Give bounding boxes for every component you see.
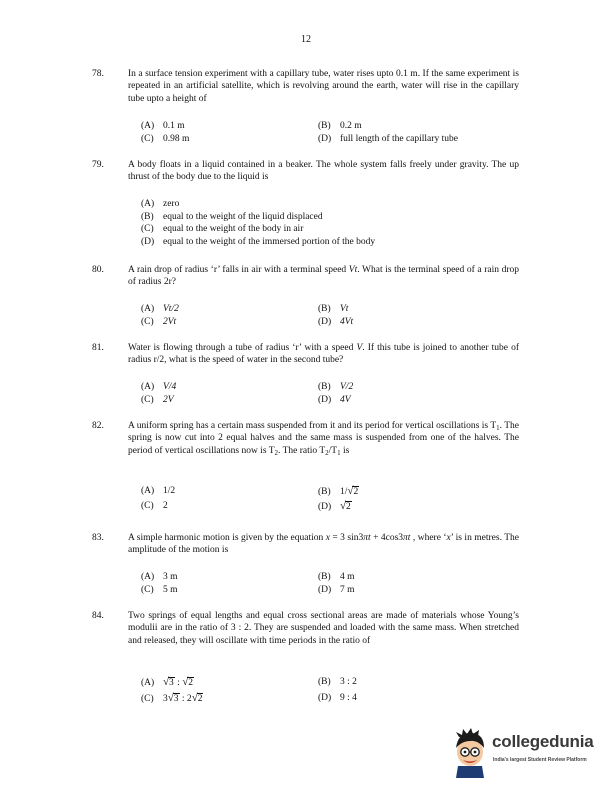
option-a: (A) 3 m <box>141 572 178 582</box>
option-c: (C) 2Vt <box>141 316 177 327</box>
option-d: (D) 4Vt <box>318 316 354 327</box>
option-c: (C) 2V <box>141 394 174 405</box>
question-text: Water is flowing through a tube of radius ‘r’ with a speed V. If this tube is joined to another tube of radius r/2, what is the speed of water in the second tube? <box>128 343 519 366</box>
option-a: (A) V/4 <box>141 382 177 392</box>
option-b: (B) Vt <box>318 304 349 314</box>
logo-wordmark: collegedunia <box>492 732 594 751</box>
option-b: (B) V/2 <box>318 382 354 392</box>
question-number: 78. <box>92 69 104 79</box>
options-84 <box>141 676 521 708</box>
options-81 <box>141 381 521 406</box>
options-83 <box>141 571 521 596</box>
option-d: (D) equal to the weight of the immersed portion of the body <box>141 236 376 247</box>
option-a: (A) zero <box>141 199 180 209</box>
question-text: A rain drop of radius ‘r’ falls in air with a terminal speed Vt. What is the terminal speed of a rain drop of radius 2r? <box>128 265 519 288</box>
option-d: (D) full length of the capillary tube <box>318 133 458 144</box>
question-text: A body floats in a liquid contained in a beaker. The whole system falls freely under gravity. The up thrust of the body due to the liquid is <box>128 160 519 183</box>
question-text: Two springs of equal lengths and equal cross sectional areas are made of materials whose Young’s modulii are in the ratio of 3 : 2. They are suspended and loaded with the same mass. When stretched and released, they will oscillate with time periods in the ratio of <box>128 611 519 646</box>
question-number: 82. <box>92 421 104 431</box>
question-number: 81. <box>92 343 104 353</box>
question-number: 83. <box>92 533 104 543</box>
option-c: (C) 3√3 : 2√2 <box>141 692 203 704</box>
option-b: (B) equal to the weight of the liquid displaced <box>141 211 323 222</box>
question-text: A simple harmonic motion is given by the equation x = 3 sin3πt + 4cos3πt , where ‘x’ is in metres. The amplitude of the motion is <box>128 533 520 556</box>
logo-tagline: India's largest Student Review Platform <box>493 757 587 763</box>
option-d: (D) 7 m <box>318 584 355 595</box>
question-text: A uniform spring has a certain mass suspended from it and its period for vertical oscillations is $T_1$. The spring is now cut into 2 equal halves and the same mass is suspended from one of the halves. The period of vertical oscillations now is $T_2$. The ratio $T_2/T_1$ is <box>128 421 520 457</box>
question-text: In a surface tension experiment with a capillary tube, water rises upto 0.1 m. If the same experiment is repeated in an artificial satellite, which is revolving around the earth, water will rise in the capillary tube upto a height of <box>128 69 519 104</box>
option-b: (B) 0.2 m <box>318 121 362 131</box>
option-b: (B) 1/√2 <box>318 485 359 497</box>
option-b: (B) 4 m <box>318 572 355 582</box>
option-d: (D) √2 <box>318 499 351 512</box>
option-c: (C) 0.98 m <box>141 133 190 144</box>
option-a: (A) Vt/2 <box>141 304 179 314</box>
page-number: 12 <box>301 34 311 45</box>
option-b: (B) 3 : 2 <box>318 677 357 687</box>
options-78 <box>141 120 521 145</box>
option-c: (C) 5 m <box>141 584 178 595</box>
question-number: 80. <box>92 265 104 275</box>
options-82 <box>141 485 521 514</box>
option-c: (C) 2 <box>141 500 168 511</box>
option-c: (C) equal to the weight of the body in air <box>141 224 304 234</box>
option-a: (A) 1/2 <box>141 486 176 496</box>
options-79 <box>141 198 521 248</box>
question-number: 79. <box>92 160 104 170</box>
collegedunia-mascot-icon <box>448 722 608 782</box>
option-a: (A) √3 : √2 <box>141 676 193 688</box>
question-number: 84. <box>92 611 104 621</box>
option-d: (D) 4V <box>318 394 351 405</box>
option-a: (A) 0.1 m <box>141 121 185 131</box>
options-80 <box>141 303 521 328</box>
option-d: (D) 9 : 4 <box>318 693 357 703</box>
